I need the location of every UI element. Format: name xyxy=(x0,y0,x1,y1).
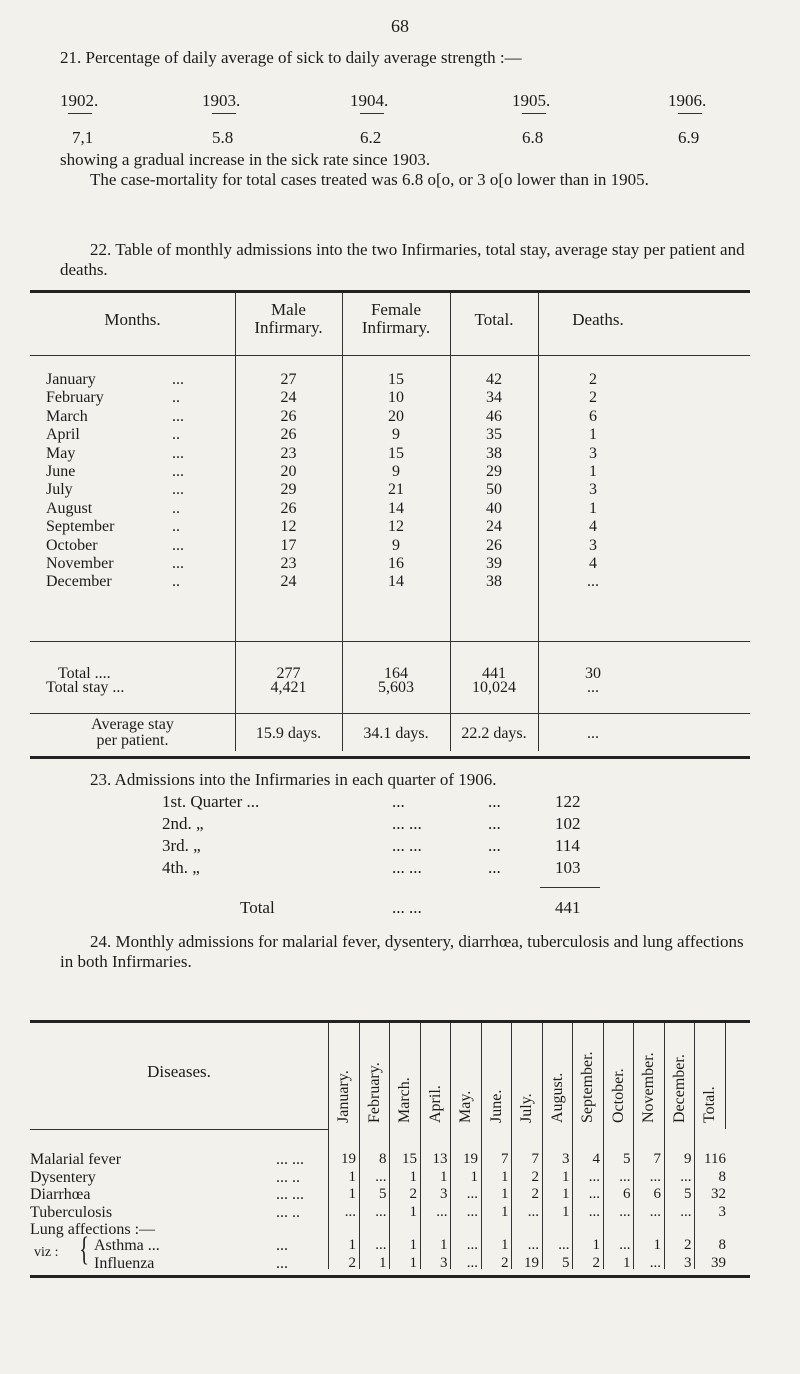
table-cell: 2 xyxy=(409,1186,417,1202)
table-cell: ... xyxy=(466,1186,478,1202)
value: 7,1 xyxy=(72,128,94,147)
avg-total: 22.2 days. xyxy=(461,725,527,742)
s23-total-dots: ... ... xyxy=(392,898,422,917)
table-cell: 5 xyxy=(562,1254,570,1271)
stay-female: 5,603 xyxy=(378,679,414,696)
month-name: February xyxy=(46,389,104,407)
month-header: June. xyxy=(487,1089,505,1123)
table-cell: 3 xyxy=(718,1203,726,1220)
table-cell: 8 xyxy=(718,1168,726,1185)
leader-dots: ... ... xyxy=(276,1151,304,1168)
table-cell: ... xyxy=(649,1203,661,1220)
table-cell: 1 xyxy=(379,1254,387,1271)
total-value: 38 xyxy=(486,573,502,591)
female-value: 15 xyxy=(388,371,404,388)
male-value: 23 xyxy=(280,555,297,572)
disease-row-label: Malarial fever xyxy=(30,1151,122,1168)
total-value: 24 xyxy=(486,518,502,536)
table-cell: 1 xyxy=(501,1203,509,1220)
avg-female: 34.1 days. xyxy=(363,725,429,742)
total-deaths: 30 xyxy=(585,665,601,682)
disease-row-label: Dysentery xyxy=(30,1168,96,1186)
table-cell: 5 xyxy=(684,1186,692,1202)
table-cell: 1 xyxy=(562,1186,570,1202)
s21-text2: The case-mortality for total cases treated was 6.8 o[o, or 3 o[o lower than in 1905. xyxy=(90,170,649,189)
total-male: 277 xyxy=(276,665,301,682)
deaths-value: 3 xyxy=(589,481,597,499)
total-value: 40 xyxy=(486,499,502,517)
s22-intro: 22. Table of monthly admissions into the two Infirmaries, total stay, average stay per patient and deaths. xyxy=(60,240,745,279)
header-male: Male Infirmary. xyxy=(254,300,323,337)
male-value: 26 xyxy=(280,407,297,425)
leader-dots: .. xyxy=(172,518,180,536)
deaths-value: 4 xyxy=(589,555,597,572)
quarter-label: 2nd. „ xyxy=(162,814,204,833)
female-value: 15 xyxy=(388,444,404,462)
year: 1906. xyxy=(668,91,707,110)
table-cell: 1 xyxy=(653,1237,661,1253)
leader-dots: ... xyxy=(172,444,184,462)
table-cell: 39 xyxy=(711,1254,726,1271)
table-cell: ... xyxy=(466,1237,478,1253)
table-cell: 1 xyxy=(440,1237,448,1253)
table-cell: 3 xyxy=(440,1254,448,1271)
table-cell: 2 xyxy=(592,1254,600,1271)
stay-total: 10,024 xyxy=(472,679,516,696)
admissions-table xyxy=(30,290,750,759)
year: 1905. xyxy=(512,91,551,110)
table-cell: ... xyxy=(436,1203,448,1220)
female-value: 16 xyxy=(388,555,404,572)
table-cell: 4 xyxy=(592,1151,600,1167)
table-cell: 2 xyxy=(531,1186,539,1202)
stay-male: 4,421 xyxy=(270,679,307,696)
table-cell: 6 xyxy=(623,1186,631,1202)
leader-dots: ... ... xyxy=(392,858,422,877)
leader-dots: .. xyxy=(172,426,180,444)
month-name: June xyxy=(46,463,76,480)
table-cell: 32 xyxy=(711,1186,726,1202)
month-name: September xyxy=(46,518,115,536)
total-label: Total .... xyxy=(58,665,111,682)
female-value: 10 xyxy=(388,389,404,407)
table-cell: 5 xyxy=(623,1151,631,1167)
table-cell: 3 xyxy=(440,1186,448,1202)
table-cell: 9 xyxy=(684,1151,692,1167)
table-cell: 8 xyxy=(718,1237,726,1253)
table-cell: ... xyxy=(466,1203,478,1220)
month-header: May. xyxy=(457,1090,474,1123)
leader-dots: ... xyxy=(172,481,184,499)
table-cell: 3 xyxy=(562,1151,570,1167)
table-cell: 1 xyxy=(409,1168,417,1185)
year: 1904. xyxy=(350,91,389,110)
deaths-value: 2 xyxy=(589,389,597,407)
value: 6.2 xyxy=(360,128,382,147)
table-cell: 3 xyxy=(684,1254,692,1271)
quarter-value: 103 xyxy=(555,858,581,877)
month-header: April. xyxy=(426,1085,444,1123)
disease-row-label: Diarrhœa xyxy=(30,1186,91,1203)
table-cell: 7 xyxy=(531,1151,539,1167)
stay-deaths: ... xyxy=(587,679,599,696)
table-cell: 1 xyxy=(348,1237,356,1253)
month-header: November. xyxy=(640,1052,657,1123)
year: 1902. xyxy=(60,91,99,110)
male-value: 26 xyxy=(280,426,297,444)
leader-dots: .. xyxy=(172,499,180,517)
table-cell: 15 xyxy=(402,1151,417,1167)
table-cell: 13 xyxy=(432,1151,448,1167)
month-name: November xyxy=(46,555,114,572)
total-value: 38 xyxy=(486,444,502,462)
deaths-value: 1 xyxy=(589,426,597,444)
s21-text1: showing a gradual increase in the sick rate since 1903. xyxy=(60,150,431,169)
header-deaths: Deaths. xyxy=(572,310,624,329)
male-value: 26 xyxy=(280,499,297,517)
table-cell: 2 xyxy=(501,1254,509,1271)
leader-dots: ... xyxy=(172,463,184,480)
s23-total-value: 441 xyxy=(555,898,581,917)
deaths-value: 4 xyxy=(589,518,597,536)
total-value: 42 xyxy=(486,371,502,388)
table-cell: ... xyxy=(588,1203,600,1220)
total-value: 46 xyxy=(486,407,502,425)
quarter-label: 3rd. „ xyxy=(162,836,201,855)
month-header: September. xyxy=(579,1051,596,1123)
table-cell: 19 xyxy=(524,1254,539,1271)
table-cell: 19 xyxy=(463,1151,478,1167)
female-value: 9 xyxy=(392,536,400,554)
table-cell: ... xyxy=(527,1203,539,1220)
month-name: October xyxy=(46,536,98,554)
table-cell: ... xyxy=(466,1254,478,1271)
table-cell: ... xyxy=(680,1168,692,1185)
table-cell: 1 xyxy=(501,1237,509,1253)
table-cell: 1 xyxy=(470,1168,478,1185)
year: 1903. xyxy=(202,91,241,110)
leader-dots: ... ... xyxy=(392,836,422,855)
quarter-value: 102 xyxy=(555,814,581,833)
lung-subrow-label: Influenza xyxy=(94,1254,155,1272)
female-value: 14 xyxy=(388,499,404,517)
deaths-value: 6 xyxy=(589,407,597,425)
month-header: January. xyxy=(335,1070,352,1123)
male-value: 12 xyxy=(280,518,297,536)
table-cell: 1 xyxy=(348,1168,356,1185)
table-cell: ... xyxy=(588,1168,600,1185)
table-cell: ... xyxy=(649,1168,661,1185)
total-value: 35 xyxy=(486,426,502,444)
brace-glyph: { xyxy=(79,1231,90,1268)
leader-dots: ... .. xyxy=(276,1203,300,1221)
month-header: August. xyxy=(548,1072,566,1123)
female-value: 9 xyxy=(392,426,400,444)
table-cell: 2 xyxy=(684,1237,692,1253)
total-value: 26 xyxy=(486,536,502,554)
deaths-value: ... xyxy=(587,573,599,591)
male-value: 20 xyxy=(280,463,297,480)
leader-dots: ... xyxy=(276,1237,288,1254)
month-name: August xyxy=(46,499,93,517)
total-value: 34 xyxy=(486,389,502,407)
header-months: Months. xyxy=(104,310,161,329)
table-cell: 1 xyxy=(592,1237,600,1253)
avg-deaths: ... xyxy=(587,725,599,742)
total-total: 441 xyxy=(482,665,506,682)
table-cell: ... xyxy=(649,1254,661,1271)
leader-dots: ... xyxy=(488,792,501,811)
table-cell: 1 xyxy=(440,1168,448,1185)
female-value: 21 xyxy=(388,481,404,499)
month-header: February. xyxy=(365,1062,383,1123)
month-name: May xyxy=(46,444,76,462)
month-header: December. xyxy=(670,1054,688,1123)
header-diseases: Diseases. xyxy=(147,1062,211,1081)
header-female: Female Infirmary. xyxy=(361,300,431,337)
deaths-value: 1 xyxy=(589,463,597,480)
table-cell: ... xyxy=(680,1203,692,1220)
table-cell: ... xyxy=(619,1168,631,1185)
s21-intro: 21. Percentage of daily average of sick to daily average strength :— xyxy=(60,48,522,67)
table-cell: 2 xyxy=(531,1168,539,1185)
total-stay-label: Total stay ... xyxy=(46,679,125,696)
table-cell: ... xyxy=(375,1237,387,1253)
table-cell: ... xyxy=(588,1186,600,1202)
total-value: 39 xyxy=(486,555,502,572)
table-cell: ... xyxy=(619,1237,631,1253)
leader-dots: ... xyxy=(488,858,501,877)
leader-dots: ... xyxy=(172,536,184,554)
leader-dots: ... xyxy=(172,371,184,388)
disease-row-label: Tuberculosis xyxy=(30,1203,113,1221)
s23-total-label: Total xyxy=(240,898,275,917)
female-value: 20 xyxy=(388,407,404,425)
table-cell: 7 xyxy=(501,1151,509,1167)
table-cell: 7 xyxy=(653,1151,661,1167)
leader-dots: ... xyxy=(172,407,184,425)
s24-intro: 24. Monthly admissions for malarial fever, dysentery, diarrhœa, tuberculosis and lung affections in both Infirmaries. xyxy=(60,932,744,971)
male-value: 27 xyxy=(280,371,297,388)
female-value: 9 xyxy=(392,463,400,480)
table-cell: 19 xyxy=(341,1151,356,1167)
deaths-value: 1 xyxy=(589,499,597,517)
leader-dots: .. xyxy=(172,389,180,407)
month-name: April xyxy=(46,426,80,444)
male-value: 24 xyxy=(280,573,297,591)
table-cell: 1 xyxy=(623,1254,631,1271)
table-cell: ... xyxy=(619,1203,631,1220)
total-female: 164 xyxy=(384,665,408,682)
table-cell: 6 xyxy=(653,1186,661,1202)
male-value: 17 xyxy=(280,536,297,554)
viz-label: viz : xyxy=(34,1245,59,1260)
female-value: 12 xyxy=(388,518,404,536)
month-name: December xyxy=(46,573,112,591)
table-cell: 2 xyxy=(348,1254,356,1271)
table-cell: ... xyxy=(527,1237,539,1253)
deaths-value: 3 xyxy=(589,536,597,554)
avg-stay-line2: per patient. xyxy=(96,732,169,749)
header-total: Total. xyxy=(474,310,514,329)
total-value: 50 xyxy=(486,481,502,499)
lung-subrow-label: Asthma ... xyxy=(94,1237,160,1254)
avg-stay-line1: Average stay xyxy=(91,716,174,733)
female-value: 14 xyxy=(388,573,404,591)
deaths-value: 2 xyxy=(589,371,597,388)
s23-intro: 23. Admissions into the Infirmaries in each quarter of 1906. xyxy=(90,770,497,789)
male-value: 29 xyxy=(280,481,297,499)
table-cell: ... xyxy=(375,1203,387,1220)
leader-dots: ... .. xyxy=(276,1168,300,1186)
table-cell: 1 xyxy=(501,1168,509,1185)
table-cell: 1 xyxy=(562,1168,570,1185)
leader-dots: ... xyxy=(488,836,501,855)
male-value: 23 xyxy=(280,444,297,462)
table-cell: 1 xyxy=(501,1186,509,1202)
table-cell: ... xyxy=(558,1237,570,1253)
table-cell: ... xyxy=(344,1203,356,1220)
table-cell: 1 xyxy=(409,1203,417,1220)
table-cell: 1 xyxy=(409,1254,417,1271)
leader-dots: .. xyxy=(172,573,180,591)
table-cell: 1 xyxy=(409,1237,417,1253)
diseases-table xyxy=(30,1020,750,1278)
page-number: 68 xyxy=(391,16,409,36)
month-name: March xyxy=(46,407,88,425)
leader-dots: ... xyxy=(276,1254,288,1272)
month-header: Total. xyxy=(701,1086,718,1123)
table-cell: 8 xyxy=(379,1151,387,1167)
value: 6.9 xyxy=(678,128,700,147)
table-cell: ... xyxy=(375,1168,387,1185)
table-cell: 5 xyxy=(379,1186,387,1202)
male-value: 24 xyxy=(280,389,297,407)
month-header: July. xyxy=(518,1093,535,1123)
month-name: January xyxy=(46,371,96,388)
deaths-value: 3 xyxy=(589,444,597,462)
table-cell: 116 xyxy=(704,1151,726,1167)
month-header: March. xyxy=(396,1077,413,1123)
lung-affections-label: Lung affections :— xyxy=(30,1221,156,1238)
quarter-label: 4th. „ xyxy=(162,858,200,877)
leader-dots: ... xyxy=(392,792,405,811)
leader-dots: ... xyxy=(172,555,184,572)
quarter-value: 114 xyxy=(555,836,580,855)
avg-stay-label xyxy=(30,717,235,749)
avg-male: 15.9 days. xyxy=(255,725,322,742)
leader-dots: ... ... xyxy=(392,814,422,833)
table-cell: 1 xyxy=(348,1186,356,1202)
quarter-label: 1st. Quarter ... xyxy=(162,792,260,811)
leader-dots: ... xyxy=(488,814,501,833)
month-header: October. xyxy=(609,1068,627,1123)
value: 5.8 xyxy=(212,128,234,147)
value: 6.8 xyxy=(522,128,544,147)
leader-dots: ... ... xyxy=(276,1186,304,1203)
total-value: 29 xyxy=(486,463,502,480)
table-cell: 1 xyxy=(562,1203,570,1220)
quarter-value: 122 xyxy=(555,792,581,811)
month-name: July xyxy=(46,481,73,499)
